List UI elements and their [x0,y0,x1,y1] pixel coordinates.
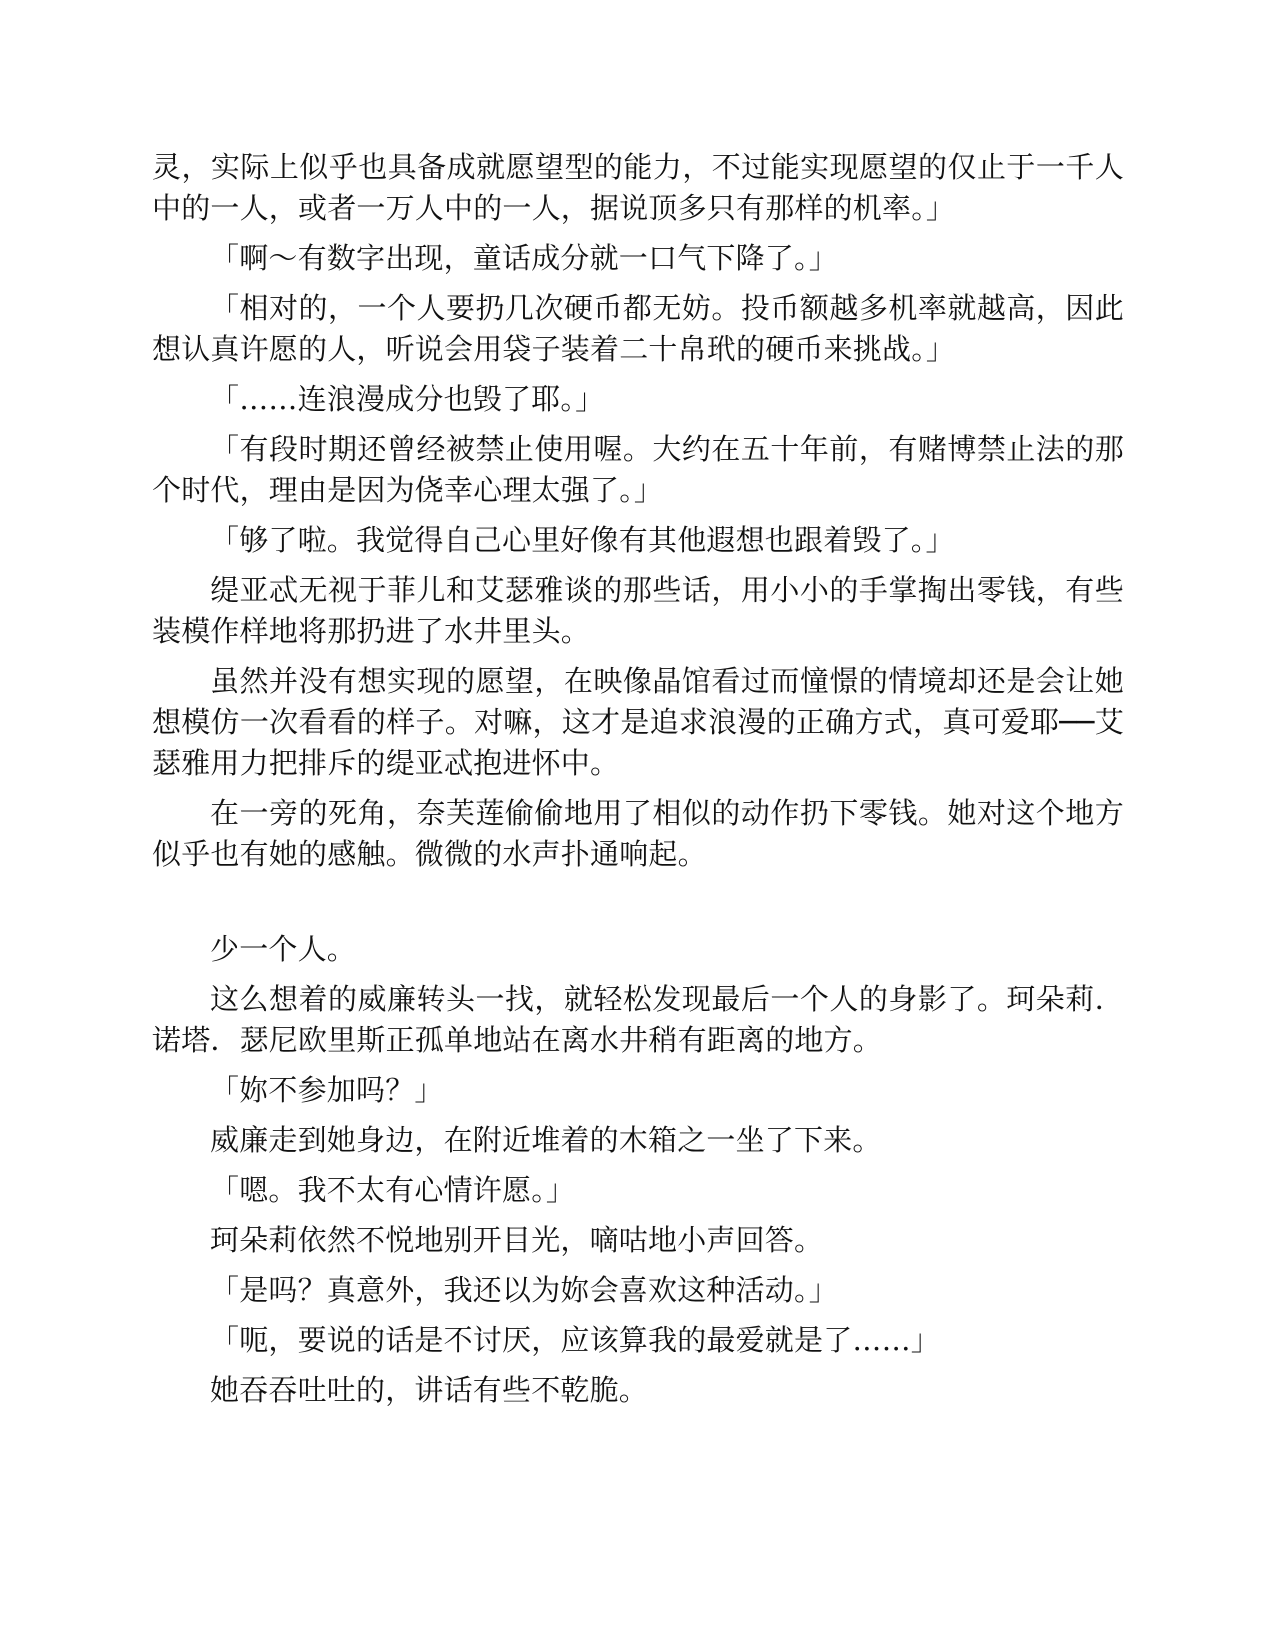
paragraph: 这么想着的威廉转头一找，就轻松发现最后一个人的身影了。珂朵莉．诺塔．瑟尼欧里斯正孤单地站在离水井稍有距离的地方。 [152,982,1124,1057]
paragraph: 珂朵莉依然不悦地别开目光，嘀咕地小声回答。 [210,1223,824,1257]
paragraph: 「嗯。我不太有心情许愿。」 [210,1173,576,1207]
paragraph: 「呃，要说的话是不讨厌，应该算我的最爱就是了……」 [210,1323,941,1357]
paragraph: 缇亚忒无视于菲儿和艾瑟雅谈的那些话，用小小的手掌掏出零钱，有些装模作样地将那扔进了水井里头。 [152,573,1124,648]
paragraph: 「是吗？真意外，我还以为妳会喜欢这种活动。」 [210,1273,838,1307]
paragraph: 「妳不参加吗？」 [210,1073,444,1107]
paragraph: 「……连浪漫成分也毁了耶。」 [210,382,605,416]
paragraph: 「有段时期还曾经被禁止使用喔。大约在五十年前，有赌博禁止法的那个时代，理由是因为侥幸心理太强了。」 [152,432,1124,507]
paragraph: 虽然并没有想实现的愿望，在映像晶馆看过而憧憬的情境却还是会让她想模仿一次看看的样子。对嘛，这才是追求浪漫的正确方式，真可爱耶──艾瑟雅用力把排斥的缇亚忒抱进怀中。 [152,664,1124,780]
paragraph: 「相对的，一个人要扔几次硬币都无妨。投币额越多机率就越高，因此想认真许愿的人，听说会用袋子装着二十帛玳的硬币来挑战。」 [152,291,1124,366]
paragraph: 她吞吞吐吐的，讲话有些不乾脆。 [210,1373,649,1407]
paragraph: 威廉走到她身边，在附近堆着的木箱之一坐了下来。 [210,1123,882,1157]
scene-break [152,884,1124,929]
paragraph: 少一个人。 [210,932,357,966]
body-text [152,147,1124,1420]
paragraph: 「啊～有数字出现，童话成分就一口气下降了。」 [210,241,838,275]
paragraph: 「够了啦。我觉得自己心里好像有其他遐想也跟着毁了。」 [210,523,955,557]
paragraph-continued: 灵，实际上似乎也具备成就愿望型的能力，不过能实现愿望的仅止于一千人中的一人，或者一万人中的一人，据说顶多只有那样的机率。」 [152,150,1124,225]
paragraph: 在一旁的死角，奈芙莲偷偷地用了相似的动作扔下零钱。她对这个地方似乎也有她的感触。微微的水声扑通响起。 [152,796,1124,871]
